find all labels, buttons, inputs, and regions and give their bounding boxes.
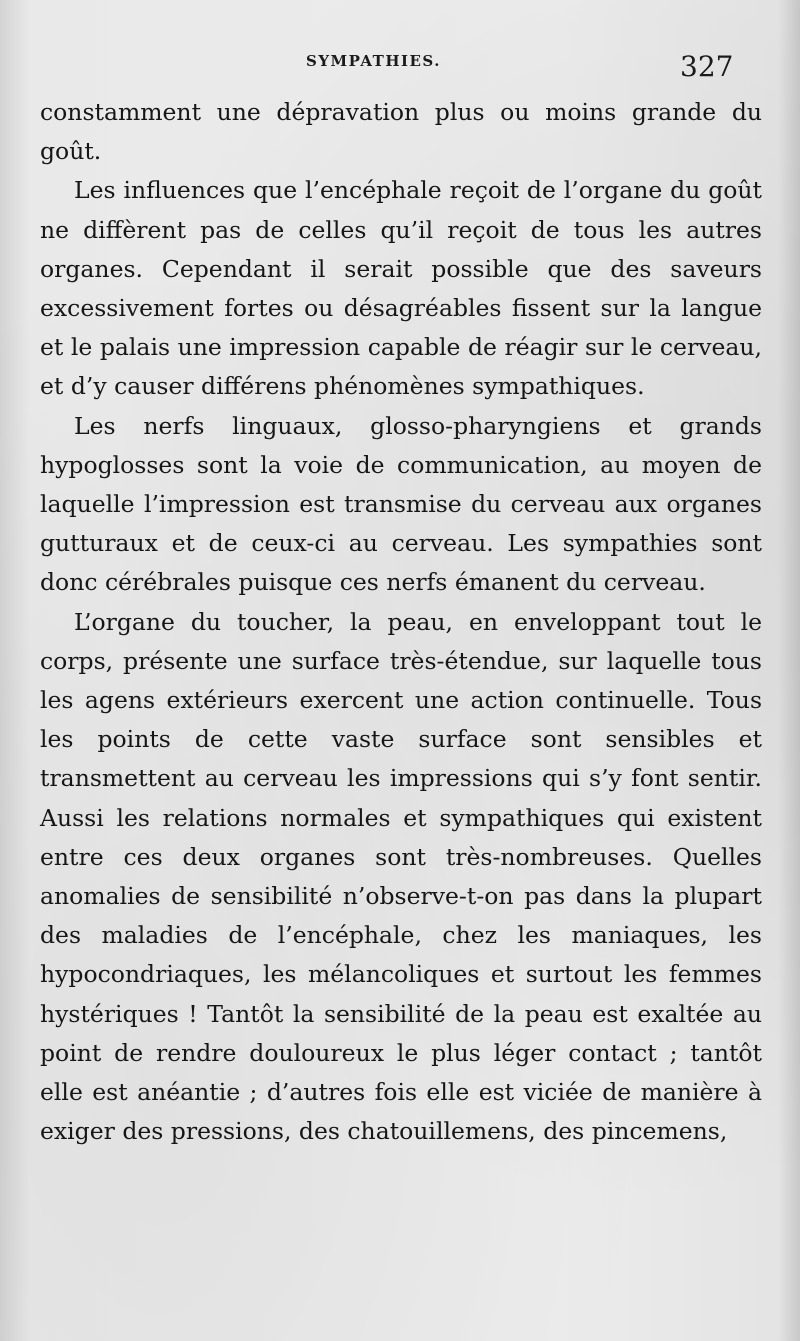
paragraph-taste-influences: Les influences que l’encéphale reçoit de l’organe du goût ne diffèrent pas de celles qu’il reçoit de tous les autres organes. Cependant il serait possible que des saveurs excessivement fortes ou désagréables fissent sur la langue et le palais une impression capable de réagir sur le cerveau, et d’y causer différens phénomènes sympathiques. — [40, 176, 762, 401]
running-head: SYMPATHIES. — [306, 52, 441, 70]
paragraph-nerves: Les nerfs linguaux, glosso-pharyngiens et grands hypoglosses sont la voie de communication, au moyen de laquelle l’impression est transmise du cerveau aux organes gutturaux et de ceux-ci au cerveau. Les sympathies sont donc cérébrales puisque ces nerfs émanent du cerveau. — [40, 411, 762, 597]
page-edge-shadow — [778, 0, 800, 1341]
paragraph-continuation: constamment une dépravation plus ou moins grande du goût. — [40, 98, 762, 166]
body-text — [40, 93, 762, 1151]
paragraph-touch-organ: L’organe du toucher, la peau, en enveloppant tout le corps, présente une surface très-étendue, sur laquelle tous les agens extérieurs exercent une action continuelle. Tous les points de cette vaste surface sont sensibles et transmettent au cerveau les impressions qui s’y font sentir. Aussi les relations normales et sympathiques qui existent entre ces deux organes sont très-nombreuses. Quelles anomalies de sensibilité n’observe-t-on pas dans la plupart des maladies de l’encéphale, chez les maniaques, les hypocondriaques, les mélancoliques et surtout les femmes hystériques ! Tantôt la sensibilité de la peau est exaltée au point de rendre douloureux le plus léger contact ; tantôt elle est anéantie ; d’autres fois elle est viciée de manière à exiger des pressions, des chatouillemens, des pincemens, — [40, 607, 762, 1146]
page-number: 327 — [680, 50, 734, 83]
